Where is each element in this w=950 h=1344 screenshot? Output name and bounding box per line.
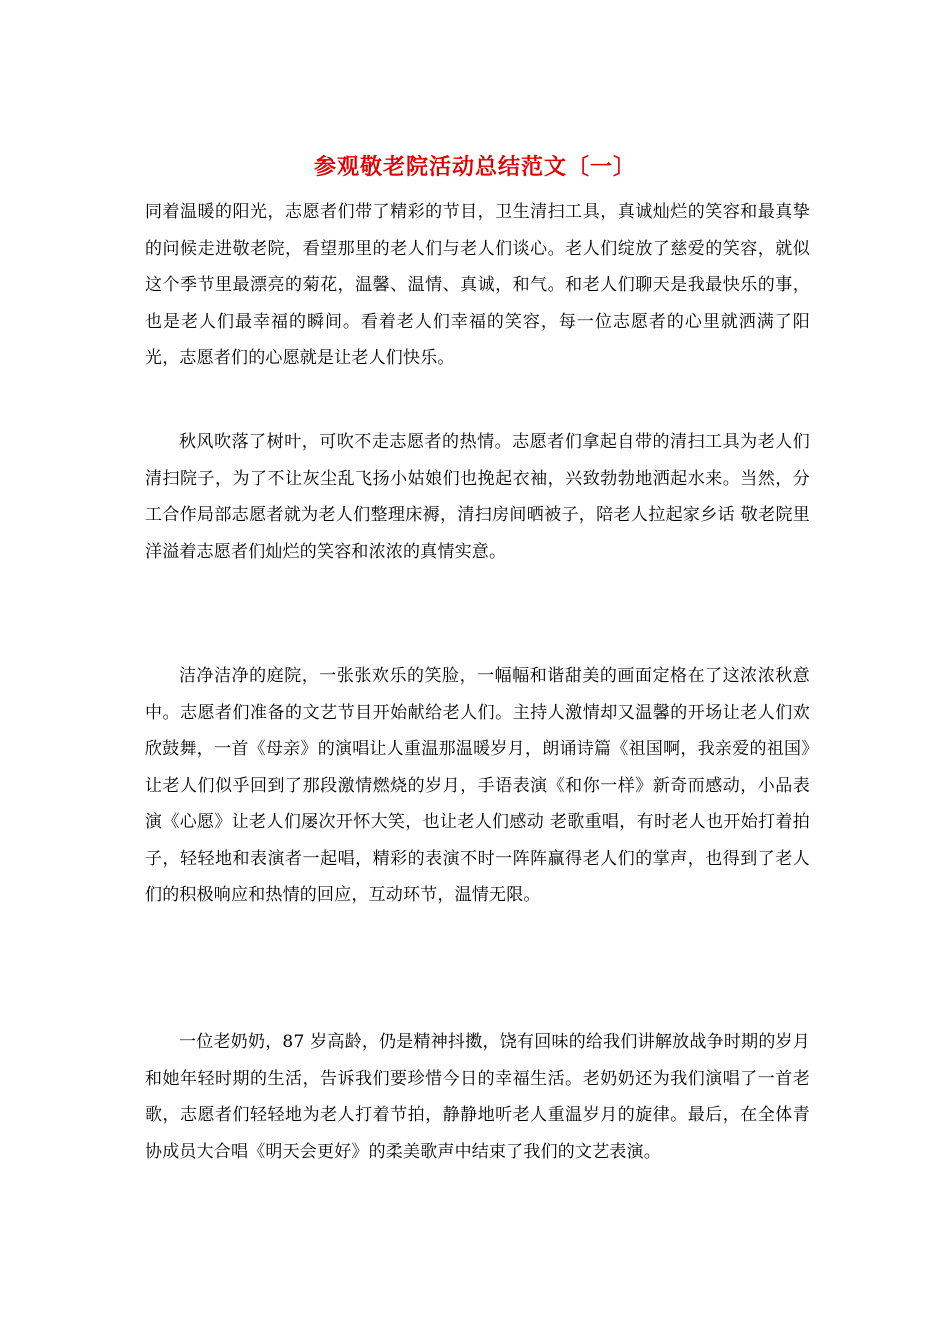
- paragraph-4: 一位老奶奶，87 岁高龄，仍是精神抖擞，饶有回味的给我们讲解放战争时期的岁月和她年轻时期的生活，告诉我们要珍惜今日的幸福生活。老奶奶还为我们演唱了一首老歌，志愿者们轻轻地为老人打着节拍，静静地听老人重温岁月的旋律。最后，在全体青协成员大合唱《明天会更好》的柔美歌声中结束了我们的文艺表演。: [145, 1032, 810, 1162]
- paragraph-1: 同着温暖的阳光，志愿者们带了精彩的节目，卫生清扫工具，真诚灿烂的笑容和最真挚的问候走进敬老院，看望那里的老人们与老人们谈心。老人们绽放了慈爱的笑容，就似这个季节里最漂亮的菊花，温馨、温情、真诚，和气。和老人们聊天是我最快乐的事，也是老人们最幸福的瞬间。看着老人们幸福的笑容，每一位志愿者的心里就洒满了阳光，志愿者们的心愿就是让老人们快乐。: [145, 202, 810, 368]
- document-title: 参观敬老院活动总结范文〔一〕: [313, 154, 636, 180]
- paragraph-2: 秋风吹落了树叶，可吹不走志愿者的热情。志愿者们拿起自带的清扫工具为老人们清扫院子，为了不让灰尘乱飞扬小姑娘们也挽起衣袖，兴致勃勃地洒起水来。当然，分工合作局部志愿者就为老人们整理床褥，清扫房间晒被子，陪老人拉起家乡话 敬老院里洋溢着志愿者们灿烂的笑容和浓浓的真情实意。: [145, 432, 810, 562]
- paragraph-3: 洁净洁净的庭院，一张张欢乐的笑脸，一幅幅和谐甜美的画面定格在了这浓浓秋意中。志愿者们准备的文艺节目开始献给老人们。主持人激情却又温馨的开场让老人们欢欣鼓舞，一首《母亲》的演唱让人重温那温暖岁月，朗诵诗篇《祖国啊，我亲爱的祖国》让老人们似乎回到了那段激情燃烧的岁月，手语表演《和你一样》新奇而感动，小品表演《心愿》让老人们屡次开怀大笑，也让老人们感动 老歌重唱，有时老人也开始打着拍子，轻轻地和表演者一起唱，精彩的表演不时一阵阵赢得老人们的掌声，也得到了老人们的积极响应和热情的回应，互动环节，温情无限。: [145, 666, 810, 905]
